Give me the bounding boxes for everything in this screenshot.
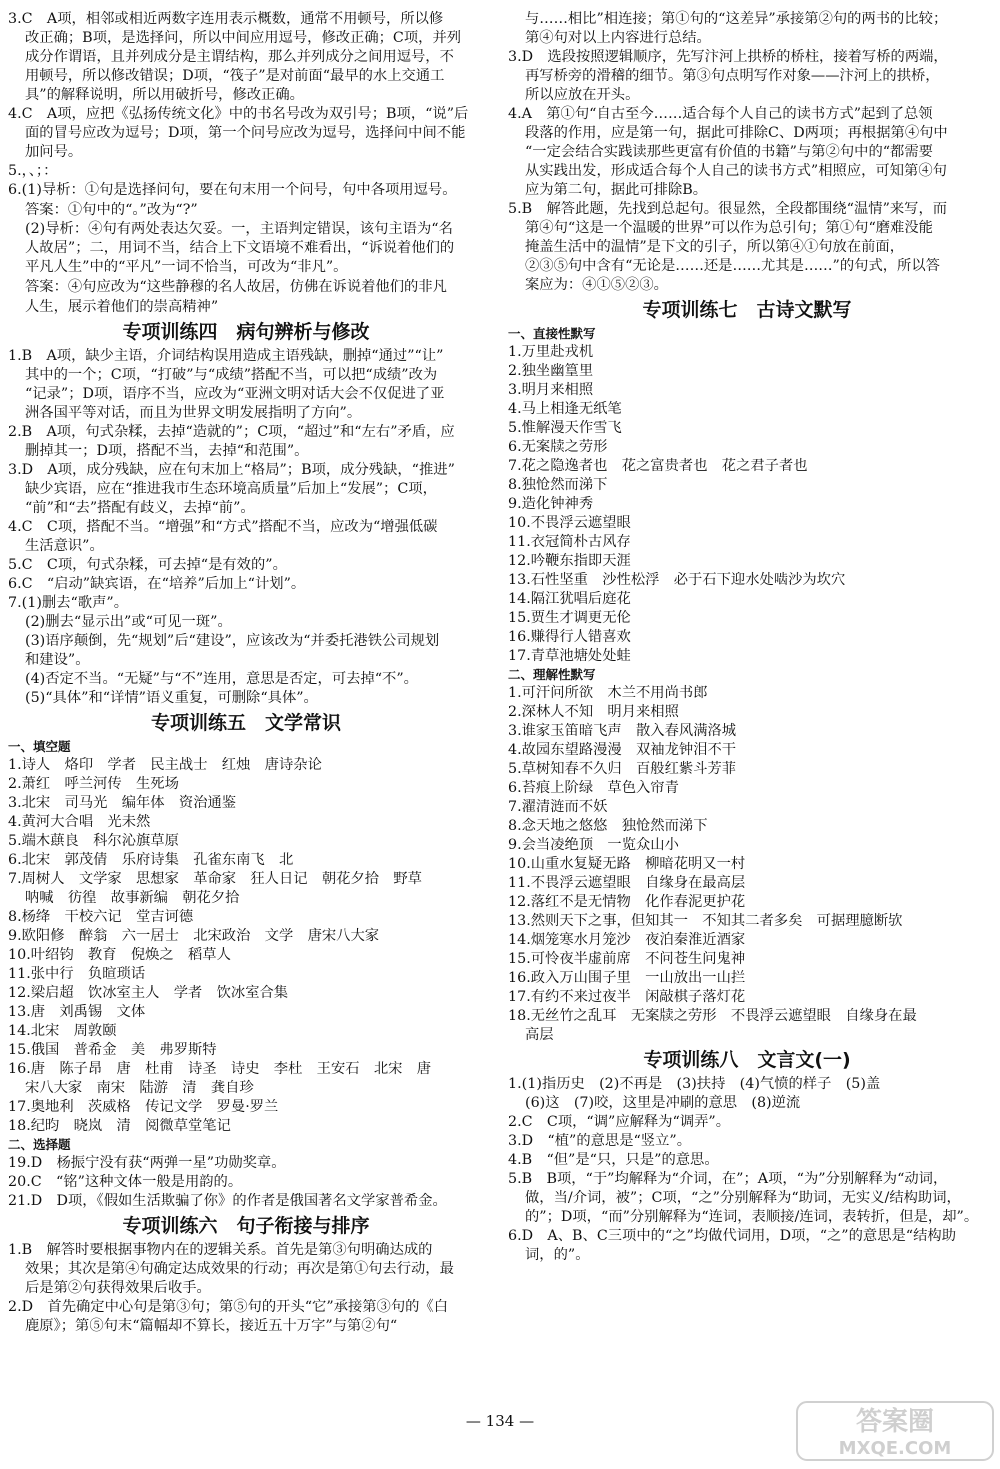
text-line: 加问号。 <box>25 144 83 160</box>
answer-item: 4.故园东望路漫漫 双袖龙钟泪不干 <box>508 742 737 758</box>
section-heading: 专项训练六 句子衔接与排序 <box>122 1215 370 1237</box>
answer-item: 8.念天地之悠悠 独怆然而涕下 <box>508 818 708 834</box>
answer-item: 6.无案牍之劳形 <box>508 439 608 455</box>
answer-item: 3.明月来相照 <box>508 382 594 398</box>
answer-item: 1.诗人 烙印 学者 民主战士 红烛 唐诗杂论 <box>8 757 322 773</box>
text-line: 效果；其次是第④句确定达成效果的行动；再次是第①句去行动，最 <box>25 1261 454 1277</box>
text-line: 第④句对以上内容进行总结。 <box>525 30 711 46</box>
text-line: 面的冒号应改为逗号；D项，第一个问号应改为逗号，选择问中间不能 <box>25 125 466 141</box>
answer-item: 5.惟解漫天作雪飞 <box>508 420 622 436</box>
text-line: (6)这 (7)咬，这里是冲刷的意思 (8)逆流 <box>525 1095 801 1111</box>
text-line: (3)语序颠倒，先“规划”后“建设”，应该改为“并委托港铁公司规划 <box>25 633 440 649</box>
answer-item: 5.草树知春不久归 百般红紫斗芳菲 <box>508 761 737 777</box>
text-line: 和建设”。 <box>25 652 90 668</box>
answer-item: 5.C C项，句式杂糅，可去掉“是有效的”。 <box>8 557 287 573</box>
text-line: (2)删去“显示出”或“可见一斑”。 <box>25 614 232 630</box>
text-line: 缺少宾语，应在“推进我市生态环境高质量”后加上“发展”；C项， <box>25 481 437 497</box>
answer-item: 17.青草池塘处处蛙 <box>508 648 631 664</box>
answer-item: 6.D A、B、C三项中的“之”均做代词用，D项，“之”的意思是“结构助 <box>508 1228 957 1244</box>
text-line: (4)否定不当。“无疑”与“不”连用，意思是否定，可去掉“不”。 <box>25 671 418 687</box>
left-column <box>8 10 484 1336</box>
answer-item: 1.万里赴戎机 <box>508 344 594 360</box>
text-line: 人故居”；二，用词不当，结合上下文语境不难看出，“诉说着他们的 <box>25 240 455 256</box>
answer-item: 4.B “但”是“只，只是”的意思。 <box>508 1152 719 1168</box>
section-heading: 专项训练四 病句辨析与修改 <box>122 321 370 343</box>
answer-item: 17.有约不来过夜半 闲敲棋子落灯花 <box>508 989 746 1005</box>
answer-line: 答案：①句中的“。”改为“?” <box>25 202 198 218</box>
text-line: ②③⑤句中含有“无论是……还是……尤其是……”的句式，所以答 <box>525 258 940 274</box>
answer-item: 3.D A项，成分残缺，应在句末加上“格局”；B项，成分残缺，“推进” <box>8 462 455 478</box>
answer-item: 10.不畏浮云遮望眼 <box>508 515 631 531</box>
answer-item: 2.C C项，“调”应解释为“调弄”。 <box>508 1114 731 1130</box>
section-heading: 专项训练五 文学常识 <box>150 712 341 734</box>
text-line: 呐喊 彷徨 故事新编 朝花夕拾 <box>25 890 240 906</box>
text-line: 生活意识”。 <box>25 538 104 554</box>
text-line: 成分作谓语，且并列成分是主谓结构，那么并列成分之间用逗号，不 <box>25 49 454 65</box>
answer-item: 18.无丝竹之乱耳 无案牍之劳形 不畏浮云遮望眼 自缘身在最 <box>508 1008 917 1024</box>
answer-item: 2.B A项，句式杂糅，去掉“造就的”；C项，“超过”和“左右”矛盾，应 <box>8 424 455 440</box>
answer-item: 16.唐 陈子昂 唐 杜甫 诗圣 诗史 李杜 王安石 北宋 唐 <box>8 1061 432 1077</box>
answer-item: 15.可怜夜半虚前席 不问苍生问鬼神 <box>508 951 746 967</box>
answer-item: 11.张中行 负暄琐话 <box>8 966 146 982</box>
answer-item: 10.叶绍钧 教育 倪焕之 稻草人 <box>8 947 231 963</box>
answer-item: 13.然则天下之事，但知其一 不知其二者多矣 可据理臆断欤 <box>508 913 903 929</box>
svg-text:MXQE.COM: MXQE.COM <box>838 1438 952 1459</box>
answer-item: 8.杨绛 干校六记 堂吉诃德 <box>8 909 194 925</box>
answer-item: 4.马上相逢无纸笔 <box>508 401 622 417</box>
text-line: 平凡人生”中的“平凡”一词不恰当，可改为“非凡”。 <box>25 259 348 275</box>
answer-item: 11.衣冠简朴古风存 <box>508 534 631 550</box>
answer-item: 2.独坐幽篁里 <box>508 363 594 379</box>
text-line: 的”；D项，“而”分别解释为“连词，表顺接/连词，表转折，但是，却”。 <box>525 1209 979 1225</box>
text-line: 再写桥旁的滑稽的细节。第③句点明写作对象——汴河上的拱桥， <box>525 68 940 84</box>
answer-item: 5.B B项，“于”均解释为“介词，在”；A项，“为”分别解释为“动词， <box>508 1171 948 1187</box>
section-heading: 专项训练七 古诗文默写 <box>642 299 852 321</box>
answer-item: 10.山重水复疑无路 柳暗花明又一村 <box>508 856 746 872</box>
text-line: 第④句“这是一个温暖的世界”可以作为总引句；第①句“磨难没能 <box>525 220 933 236</box>
text-line: “一定会结合实践读那些更富有价值的书籍”与第②句中的“都需要 <box>525 144 933 160</box>
text-line: 与……相比”相连接；第①句的“这差异”承接第②句的两书的比较； <box>525 11 948 27</box>
answer-item: 16.赚得行人错喜欢 <box>508 629 631 645</box>
text-line: 其中的一个；C项，“打破”与“成绩”搭配不当，可以把“成绩”改为 <box>25 367 438 383</box>
answer-item: 1.(1)指历史 (2)不再是 (3)扶持 (4)气愤的样子 (5)盖 <box>508 1076 881 1092</box>
text-line: (2)导析：④句有两处表达欠妥。一，主语判定错误，该句主语为“名 <box>25 221 453 237</box>
answer-item: 3.C A项，相邻或相近两数字连用表示概数，通常不用顿号，所以修 <box>8 11 444 27</box>
answer-line: 答案：④句应改为“这些静穆的名人故居，仿佛在诉说着他们的非凡 <box>25 279 447 295</box>
answer-item: 3.D 选段按照逻辑顺序，先写汴河上拱桥的桥柱，接着写桥的两端， <box>508 49 948 65</box>
watermark-logo <box>795 1398 995 1464</box>
text-line: 词，的”。 <box>525 1247 590 1263</box>
subsection-heading: 二、理解性默写 <box>508 667 596 682</box>
text-line: 用顿号，所以修改错误；D项，“筏子”是对前面“最早的水上交通工 <box>25 68 445 84</box>
answer-item: 7.濯清涟而不妖 <box>508 799 608 815</box>
answer-item: 9.造化钟神秀 <box>508 496 594 512</box>
right-column <box>508 10 986 1265</box>
text-line: 做，当/介词，被”；C项，“之”分别解释为“助词，无实义/结构助词， <box>525 1190 961 1206</box>
text-line: 洲各国平等对话，而且为世界文明发展指明了方向”。 <box>25 405 362 421</box>
text-line: 后是第②句获得效果后收手。 <box>25 1280 211 1296</box>
text-line: 案应为：④①⑤②③。 <box>525 277 668 293</box>
answer-item: 2.D 首先确定中心句是第③句；第⑤句的开头“它”承接第③句的《白 <box>8 1299 449 1315</box>
text-line: 删掉其一；D项，搭配不当，去掉“和范围”。 <box>25 443 309 459</box>
answer-item: 14.烟笼寒水月笼沙 夜泊秦淮近酒家 <box>508 932 746 948</box>
svg-text:答案圈: 答案圈 <box>855 1407 935 1437</box>
answer-item: 1.B A项，缺少主语，介词结构误用造成主语残缺，删掉“通过”“让” <box>8 348 444 364</box>
answer-item: 12.梁启超 饮冰室主人 学者 饮冰室合集 <box>8 985 289 1001</box>
answer-item: 13.石性坚重 沙性松浮 必于石下迎水处啮沙为坎穴 <box>508 572 846 588</box>
text-line: 改正确；B项，是选择问，所以中间应用逗号，修改正确；C项，并列 <box>25 30 462 46</box>
section-heading: 专项训练八 文言文(一) <box>643 1049 851 1071</box>
answer-item: 2.深林人不知 明月来相照 <box>508 704 679 720</box>
answer-item: 7.(1)删去“歌声”。 <box>8 595 128 611</box>
answer-item: 11.不畏浮云遮望眼 自缘身在最高层 <box>508 875 746 891</box>
answer-item: 5.B 解答此题，先找到总起句。很显然，全段都围绕“温情”来写，而 <box>508 201 948 217</box>
answer-item: 5.，、；： <box>8 163 58 179</box>
answer-item: 4.黄河大合唱 光未然 <box>8 814 151 830</box>
text-line: 宋八大家 南宋 陆游 清 龚自珍 <box>25 1080 254 1096</box>
answer-item: 6.北宋 郭茂倩 乐府诗集 孔雀东南飞 北 <box>8 852 294 868</box>
text-line: 掩盖生活中的温情”是下文的引子，所以第④①句放在前面， <box>525 239 905 255</box>
text-line: 高层 <box>525 1027 554 1043</box>
answer-item: 4.A 第①句“自古至今……适合每个人自己的读书方式”起到了总领 <box>508 106 933 122</box>
answer-item: 1.B 解答时要根据事物内在的逻辑关系。首先是第③句明确达成的 <box>8 1242 433 1258</box>
answer-item: 15.俄国 普希金 美 弗罗斯特 <box>8 1042 217 1058</box>
answer-item: 15.贾生才调更无伦 <box>508 610 631 626</box>
answer-item: 14.北宋 周敦颐 <box>8 1023 117 1039</box>
answer-item: 12.吟鞭东指即天涯 <box>508 553 631 569</box>
answer-item: 13.唐 刘禹锡 文体 <box>8 1004 146 1020</box>
subsection-heading: 一、填空题 <box>8 739 71 754</box>
answer-item: 7.周树人 文学家 思想家 革命家 狂人日记 朝花夕拾 野草 <box>8 871 422 887</box>
answer-item: 16.政入万山围子里 一山放出一山拦 <box>508 970 746 986</box>
answer-item: 6.(1)导析：①句是选择问句，要在句末用一个问号，句中各项用逗号。 <box>8 182 457 198</box>
text-line: 具”的解释说明，所以用破折号，修改正确。 <box>25 87 304 103</box>
text-line: 段落的作用，应是第一句，据此可排除C、D两项；再根据第④句中 <box>525 125 948 141</box>
answer-item: 9.会当凌绝顶 一览众山小 <box>508 837 679 853</box>
answer-item: 2.萧红 呼兰河传 生死场 <box>8 776 179 792</box>
text-line: 从实践出发，形成适合每个人自己的读书方式”相照应，可知第④句 <box>525 163 947 179</box>
answer-item: 4.C C项，搭配不当。“增强”和“方式”搭配不当，应改为“增强低碳 <box>8 519 438 535</box>
text-line: “记录”；D项，语序不当，应改为“亚洲文明对话大会不仅促进了亚 <box>25 386 445 402</box>
text-line: 应为第二句，据此可排除B。 <box>525 182 708 198</box>
answer-item: 5.端木蕻良 科尔沁旗草原 <box>8 833 179 849</box>
answer-item: 14.隔江犹唱后庭花 <box>508 591 631 607</box>
answer-item: 4.C A项，应把《弘扬传统文化》中的书名号改为双引号；B项，“说”后 <box>8 106 469 122</box>
answer-item: 20.C “铭”这种文体一般是用韵的。 <box>8 1174 243 1190</box>
subsection-heading: 二、选择题 <box>8 1137 71 1152</box>
answer-item: 7.花之隐逸者也 花之富贵者也 花之君子者也 <box>508 458 808 474</box>
answer-line: 人生，展示着他们的崇高精神” <box>25 299 219 315</box>
answer-item: 18.纪昀 晓岚 清 阅微草堂笔记 <box>8 1118 231 1134</box>
answer-item: 6.苔痕上阶绿 草色入帘青 <box>508 780 679 796</box>
answer-item: 1.可汗问所欲 木兰不用尚书郎 <box>508 685 708 701</box>
answer-item: 3.谁家玉笛暗飞声 散入春风满洛城 <box>508 723 737 739</box>
answer-item: 9.欧阳修 醉翁 六一居士 北宋政治 文学 唐宋八大家 <box>8 928 380 944</box>
text-line: 鹿原》；第⑤句末“篇幅却不算长，接近五十万字”与第②句“ <box>25 1318 398 1334</box>
text-line: 所以应放在开头。 <box>525 87 640 103</box>
subsection-heading: 一、直接性默写 <box>508 326 596 341</box>
answer-item: 12.落红不是无情物 化作春泥更护花 <box>508 894 746 910</box>
answer-item: 21.D D项，《假如生活欺骗了你》的作者是俄国著名文学家普希金。 <box>8 1193 447 1209</box>
page-number: — 134 — <box>465 1412 535 1430</box>
answer-item: 8.独怆然而涕下 <box>508 477 608 493</box>
answer-item: 6.C “启动”缺宾语，在“培养”后加上“计划”。 <box>8 576 306 592</box>
answer-item: 17.奥地利 茨威格 传记文学 罗曼·罗兰 <box>8 1099 279 1115</box>
answer-item: 19.D 杨振宁没有获“两弹一星”功勋奖章。 <box>8 1155 286 1171</box>
answer-item: 3.北宋 司马光 编年体 资治通鉴 <box>8 795 237 811</box>
text-line: “前”和“去”搭配有歧义，去掉“前”。 <box>25 500 255 516</box>
text-line: (5)“具体”和“详情”语义重复，可删除“具体”。 <box>25 690 318 706</box>
answer-item: 3.D “植”的意思是“竖立”。 <box>508 1133 692 1149</box>
